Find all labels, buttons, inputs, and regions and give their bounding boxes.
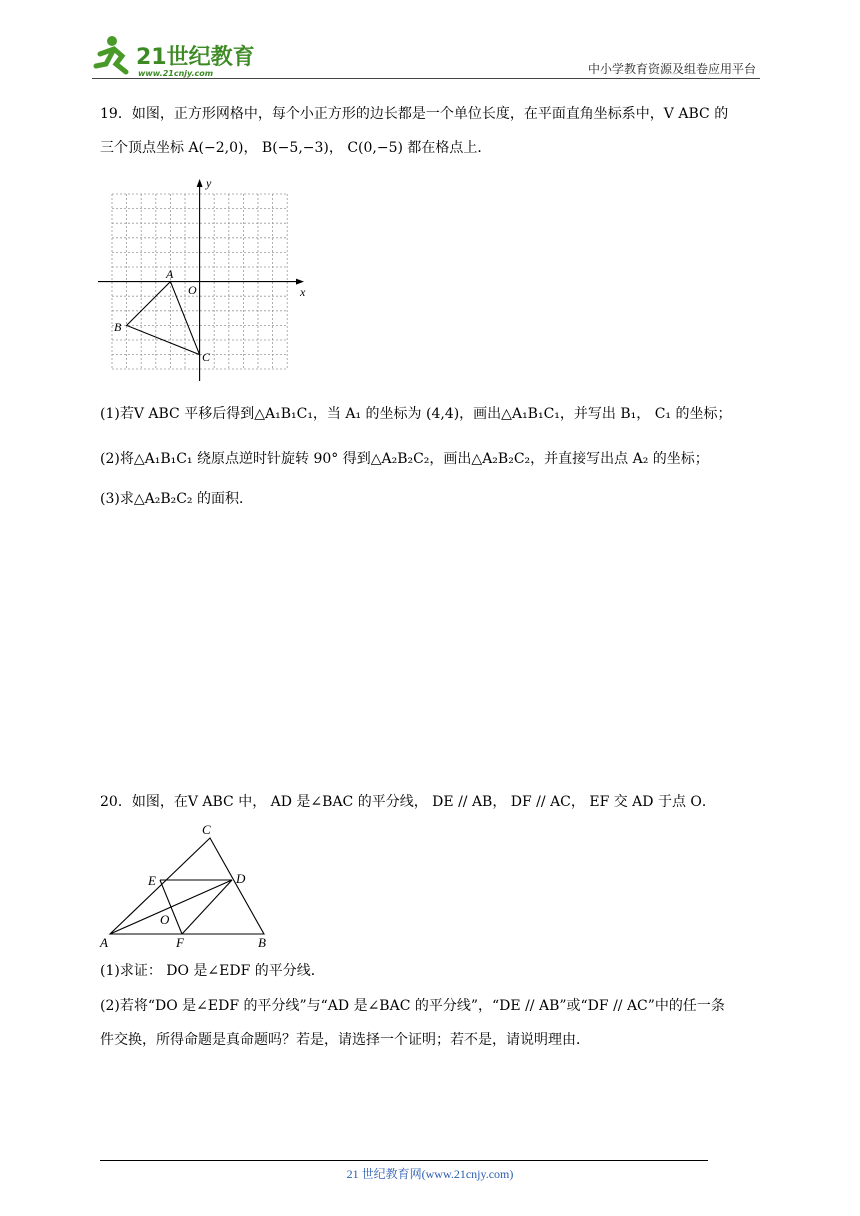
logo-text: 21世纪教育 [136, 45, 255, 70]
header-divider [92, 78, 760, 79]
q20-figure-lines [110, 838, 264, 934]
q20-label-f: F [176, 935, 184, 950]
q20-label-b: B [258, 935, 266, 950]
q20-triangle-figure [96, 818, 286, 952]
q20-label-a: A [100, 935, 108, 950]
q19-part2: (2)将△A₁B₁C₁ 绕原点逆时针旋转 90° 得到△A₂B₂C₂，画出△A₂B₂C₂，并直接写出点 A₂ 的坐标； [100, 451, 709, 467]
point-a-label: A [166, 267, 174, 281]
q19-axes [98, 179, 304, 381]
q20-part2-line1: (2)若将“DO 是∠EDF 的平分线”与“AD 是∠BAC 的平分线”，“DE // AB”或“DF // AC”中的任一条 [100, 998, 725, 1014]
footer-link[interactable]: 21 世纪教育网(www.21cnjy.com) [346, 1167, 514, 1181]
q20-part1: (1)求证： DO 是∠EDF 的平分线． [100, 963, 325, 979]
runner-icon [96, 36, 126, 72]
q20-label-c: C [202, 822, 211, 837]
q20-label-d: D [236, 871, 246, 886]
q19-part3: (3)求△A₂B₂C₂ 的面积． [100, 491, 253, 507]
q19-stem-line2: 三个顶点坐标 A(−2,0)， B(−5,−3)， C(0,−5) 都在格点上． [100, 140, 492, 156]
q20-stem: 20．如图，在V ABC 中， AD 是∠BAC 的平分线， DE // AB， DF // AC， EF 交 AD 于点 O． [100, 794, 716, 810]
origin-label: O [188, 283, 197, 297]
q20-label-o: O [160, 912, 170, 927]
q20-label-e: E [148, 873, 156, 888]
footer-divider [100, 1160, 708, 1161]
q19-stem-line1: 19．如图，正方形网格中，每个小正方形的边长都是一个单位长度，在平面直角坐标系中，V ABC 的 [100, 106, 729, 122]
site-logo [92, 34, 262, 80]
y-axis-label: y [206, 176, 212, 190]
q19-coordinate-figure [96, 174, 316, 386]
platform-name: 中小学教育资源及组卷应用平台 [587, 62, 756, 76]
q19-part1: (1)若V ABC 平移后得到△A₁B₁C₁，当 A₁ 的坐标为 (4,4)，画出△A₁B₁C₁，并写出 B₁， C₁ 的坐标； [100, 406, 732, 422]
q20-part2-line2: 件交换，所得命题是真命题吗？若是，请选择一个证明；若不是，请说明理由． [100, 1032, 590, 1048]
point-b-label: B [114, 320, 122, 334]
x-axis-label: x [300, 285, 306, 299]
logo-url: www.21cnjy.com [138, 69, 214, 78]
point-c-label: C [202, 350, 211, 364]
